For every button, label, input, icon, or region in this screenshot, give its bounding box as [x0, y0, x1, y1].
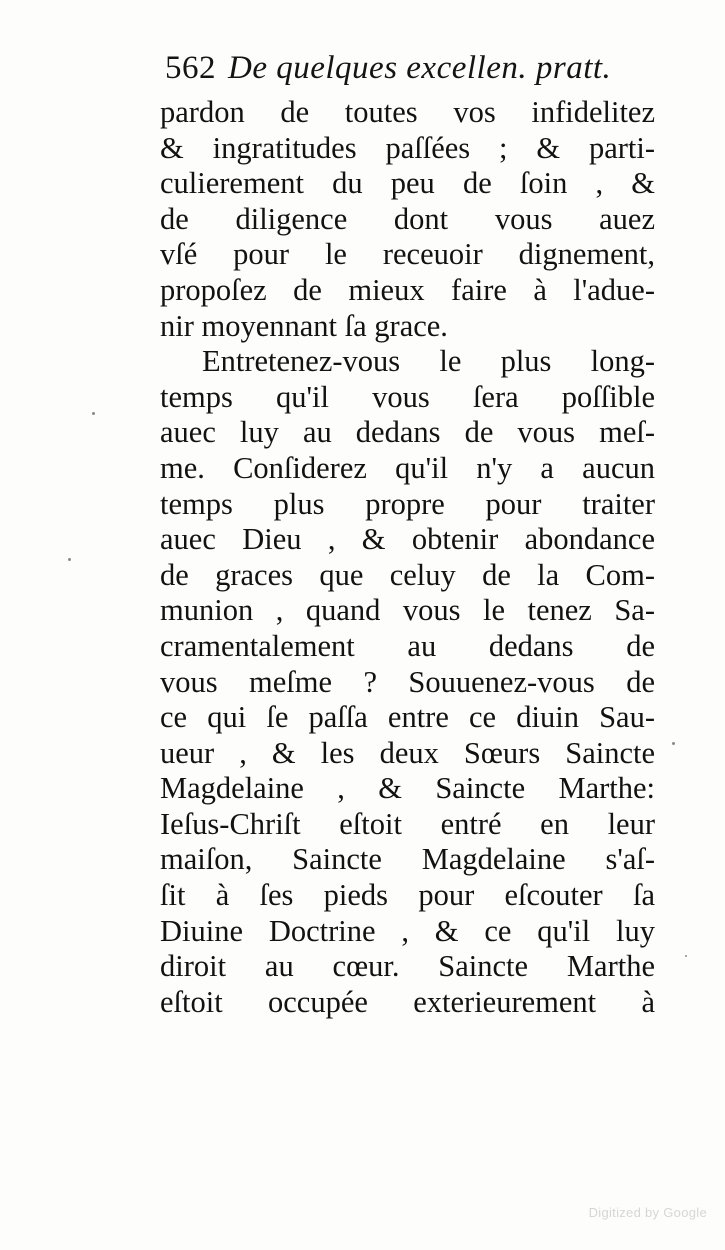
text-line: auec Dieu , & obtenir abondance — [160, 522, 655, 557]
text-line: temps plus propre pour traiter — [160, 486, 655, 521]
text-line: ueur , & les deux Sœurs Saincte — [160, 735, 655, 770]
text-line: de diligence dont vous auez — [160, 201, 655, 236]
text-line: & ingratitudes paſſées ; & parti- — [160, 130, 655, 165]
text-line-paragraph-end: nir moyennant ſa grace. — [160, 308, 448, 343]
text-line: cramentalement au dedans de — [160, 628, 655, 663]
text-line: eſtoit occupée exterieurement à — [160, 984, 655, 1019]
paper-speck — [672, 742, 675, 745]
text-line: diroit au cœur. Saincte Marthe — [160, 949, 655, 984]
text-line: culierement du peu de ſoin , & — [160, 166, 655, 201]
text-line: Ieſus-Chriſt eſtoit entré en leur — [160, 806, 655, 841]
paper-speck — [685, 955, 687, 957]
text-line: ſit à ſes pieds pour eſcouter ſa — [160, 878, 655, 913]
text-line: temps qu'il vous ſera poſſible — [160, 379, 655, 414]
text-line: Diuine Doctrine , & ce qu'il luy — [160, 913, 655, 948]
digitized-watermark: Digitized by Google — [588, 1205, 707, 1220]
paper-speck — [68, 558, 71, 561]
running-head — [165, 50, 611, 87]
paper-speck — [92, 412, 95, 415]
text-line: me. Conſiderez qu'il n'y a aucun — [160, 450, 655, 485]
text-line-paragraph-start: Entretenez-vous le plus long- — [202, 344, 655, 379]
text-line: auec luy au dedans de vous meſ- — [160, 415, 655, 450]
text-line: propoſez de mieux faire à l'adue- — [160, 272, 655, 307]
text-line: ce qui ſe paſſa entre ce diuin Sau- — [160, 700, 655, 735]
text-line: vſé pour le receuoir dignement, — [160, 237, 655, 272]
text-line: de graces que celuy de la Com- — [160, 557, 655, 592]
text-line: vous meſme ? Souuenez-vous de — [160, 664, 655, 699]
text-line: munion , quand vous le tenez Sa- — [160, 593, 655, 628]
page-number: 562 — [165, 50, 216, 86]
text-line: pardon de toutes vos infidelitez — [160, 95, 655, 129]
text-line: Magdelaine , & Saincte Marthe: — [160, 771, 655, 806]
body-text — [160, 95, 655, 1020]
running-title: De quelques excellen. pratt. — [228, 50, 612, 86]
text-line: maiſon, Saincte Magdelaine s'aſ- — [160, 842, 655, 877]
